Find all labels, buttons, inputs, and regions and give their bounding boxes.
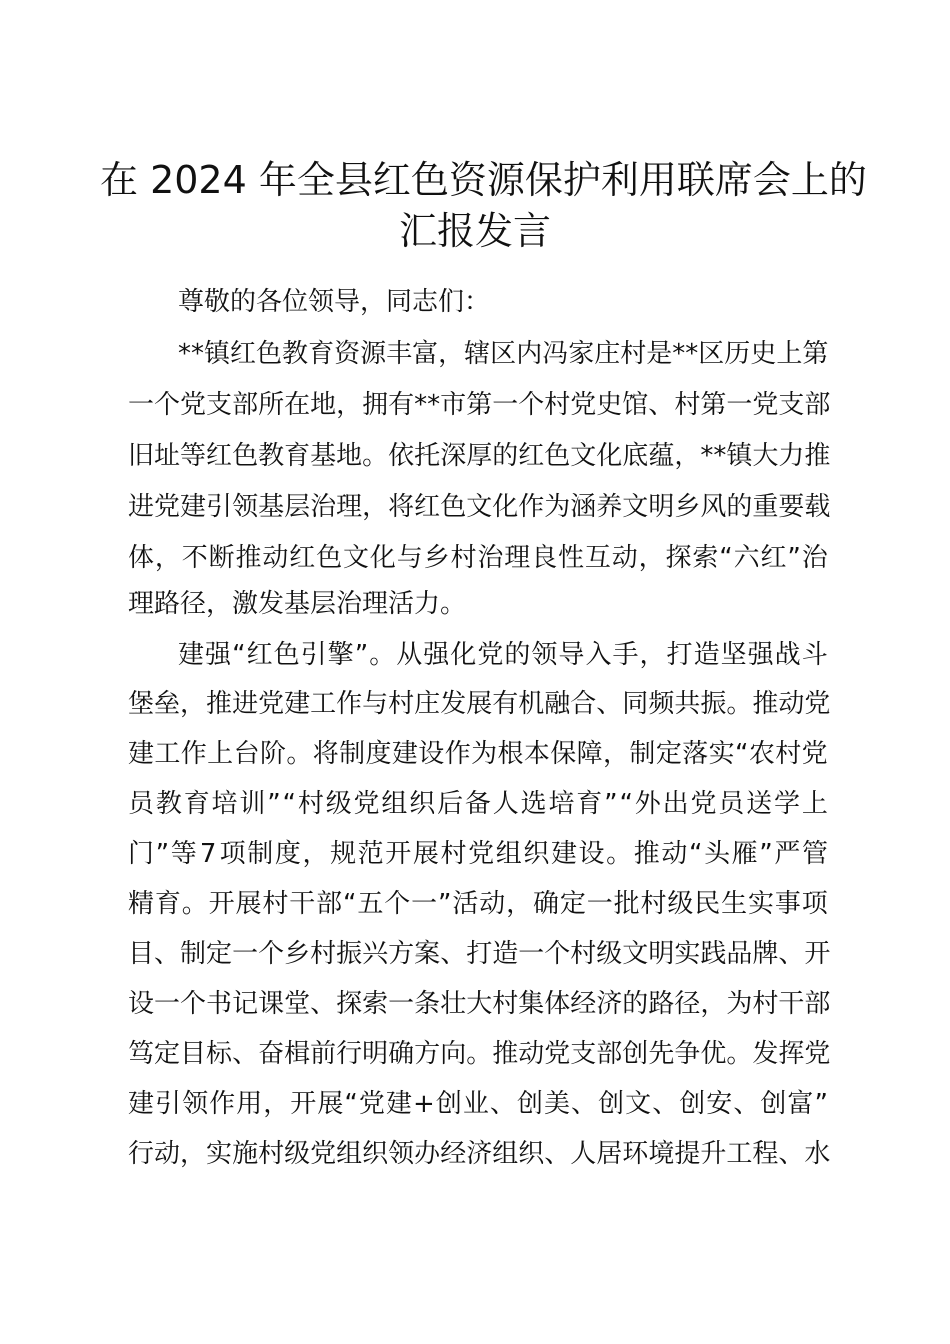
paragraph-2-line: 建 工 作 上 台 阶 。 将 制 度 建 设 作 为 根 本 保 障 ， 制 定 落 实 “ 农 村 党 [128,739,828,769]
paragraph-2-line: 设 一 个 书 记 课 堂 、 探 索 一 条 壮 大 村 集 体 经 济 的 路 径 ， 为 村 干 部 [128,989,831,1019]
paragraph-2-line: 精 育 。 开 展 村 干 部 “ 五 个 一 ” 活 动 ， 确 定 一 批 村 级 民 生 实 事 项 [128,889,828,919]
paragraph-2-line: 门 ” 等 7 项 制 度 ， 规 范 开 展 村 党 组 织 建 设 。 推 动 “ 头 雁 ” 严 管 [128,839,828,869]
paragraph-2-line: 目 、 制 定 一 个 乡 村 振 兴 方 案 、 打 造 一 个 村 级 文 明 实 践 品 牌 、 开 [128,939,831,969]
paragraph-1-line: * * 镇 红 色 教 育 资 源 丰 富 ， 辖 区 内 冯 家 庄 村 是 * * 区 历 史 上 第 [178,339,829,369]
document-title-line-2: 汇报发言 [398,209,551,253]
paragraph-1-line: 进 党 建 引 领 基 层 治 理 ， 将 红 色 文 化 作 为 涵 养 文 明 乡 风 的 重 要 载 [128,492,831,522]
paragraph-2-line: 建 强 “ 红 色 引 擎 ” 。 从 强 化 党 的 领 导 入 手 ， 打 造 坚 强 战 斗 [178,640,828,670]
document-title-line-1: 在 2024 年全县红色资源保护利用联席会上的 [100,158,867,202]
paragraph-1-line: 理路径，激发基层治理活力。 [128,589,467,619]
paragraph-2-line: 建 引 领 作 用 ， 开 展 “ 党 建 + 创 业 、 创 美 、 创 文 、 创 安 、 创 富 ” [128,1089,828,1119]
paragraph-2-line: 堡 垒 ， 推 进 党 建 工 作 与 村 庄 发 展 有 机 融 合 、 同 频 共 振 。 推 动 党 [128,689,831,719]
greeting: 尊敬的各位领导，同志们： [178,287,491,317]
paragraph-2-line: 员 教 育 培 训 ” “ 村 级 党 组 织 后 备 人 选 培 育 ” “ 外 出 党 员 送 学 上 [128,789,828,819]
paragraph-1-line: 体 ， 不 断 推 动 红 色 文 化 与 乡 村 治 理 良 性 互 动 ， 探 索 “ 六 红 ” 治 [128,543,828,573]
paragraph-1-line: 旧 址 等 红 色 教 育 基 地 。 依 托 深 厚 的 红 色 文 化 底 蕴 ， * * 镇 大 力 推 [128,441,831,471]
paragraph-1-line: 一 个 党 支 部 所 在 地 ， 拥 有 * * 市 第 一 个 村 党 史 馆 、 村 第 一 党 支 部 [128,390,831,420]
paragraph-2-line: 行 动 ， 实 施 村 级 党 组 织 领 办 经 济 组 织 、 人 居 环 境 提 升 工 程 、 水 [128,1139,831,1169]
paragraph-2-line: 笃 定 目 标 、 奋 楫 前 行 明 确 方 向 。 推 动 党 支 部 创 先 争 优 。 发 挥 党 [128,1039,831,1069]
